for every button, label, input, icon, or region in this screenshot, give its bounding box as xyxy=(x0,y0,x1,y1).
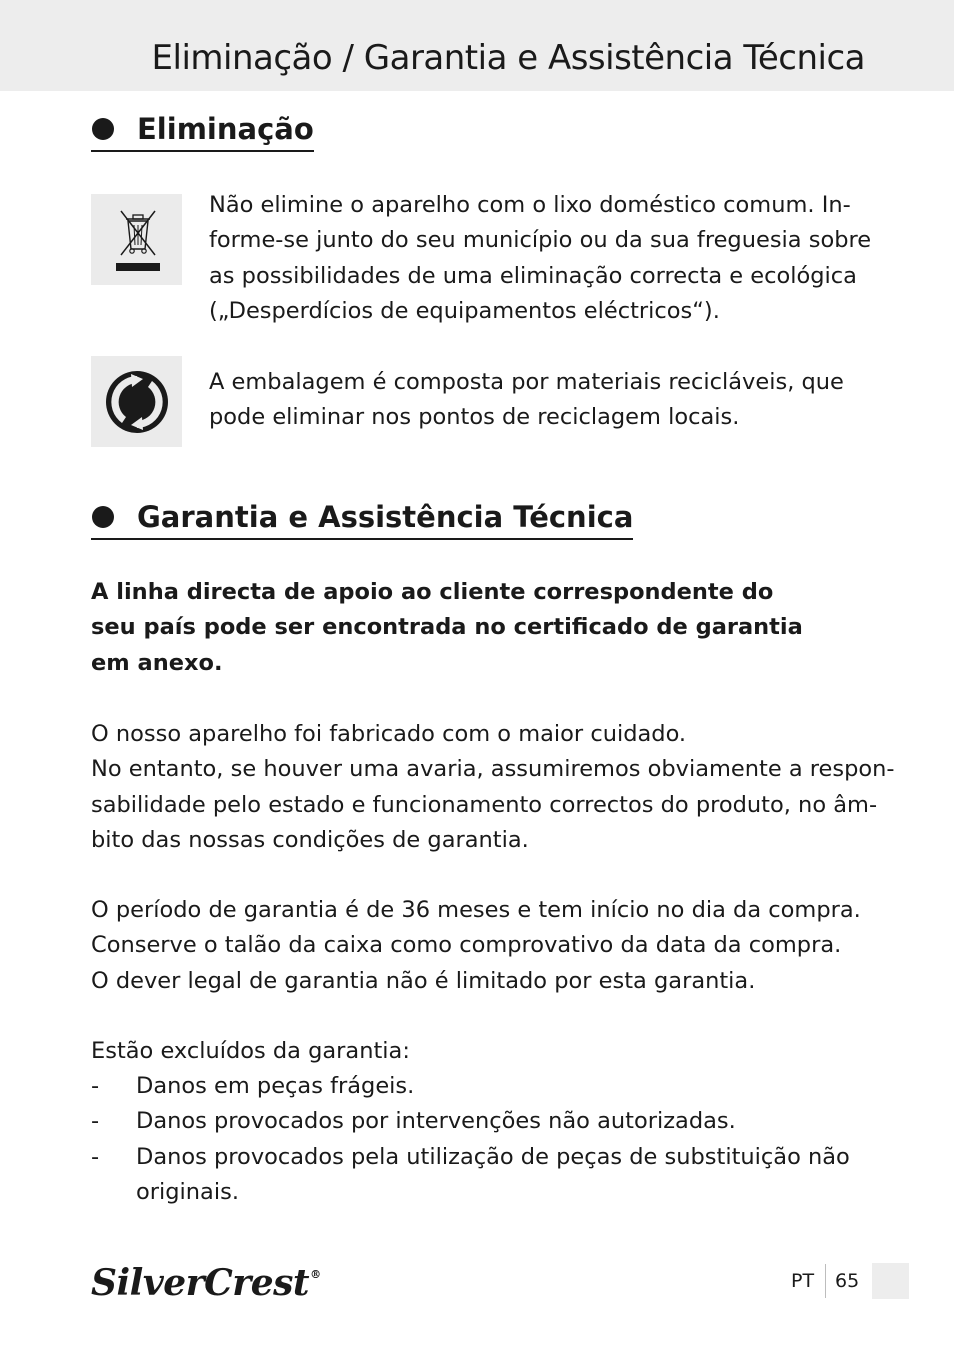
text-line: em anexo. xyxy=(91,649,223,676)
text-line: („Desperdícios de equipamentos eléctricos“). xyxy=(209,297,720,324)
footer-tab-marker xyxy=(872,1263,909,1299)
text-line: A embalagem é composta por materiais recicláveis, que xyxy=(209,369,844,395)
text-line: No entanto, se houver uma avaria, assumiremos obviamente a respon- xyxy=(91,756,895,783)
warranty-period-text xyxy=(91,893,861,999)
care-text xyxy=(91,717,895,858)
section-heading-warranty-text: Garantia e Assistência Técnica xyxy=(137,500,634,534)
text-line: seu país pode ser encontrada no certificado de garantia xyxy=(91,614,803,641)
text-line: Estão excluídos da garantia: xyxy=(91,1038,410,1064)
text-line: Conserve o talão da caixa como comprovativo da data da compra. xyxy=(91,932,842,959)
list-item-text: Danos provocados por intervenções não autorizadas. xyxy=(136,1108,736,1134)
text-line: sabilidade pelo estado e funcionamento correctos do produto, no âm- xyxy=(91,791,878,818)
green-dot-recycling-icon xyxy=(102,367,172,437)
section-heading-disposal-text: Eliminação xyxy=(137,112,314,146)
text-line: O dever legal de garantia não é limitado por esta garantia. xyxy=(91,967,756,994)
text-line: bito das nossas condições de garantia. xyxy=(91,826,529,853)
text-line: pode eliminar nos pontos de reciclagem locais. xyxy=(209,404,740,431)
list-dash: - xyxy=(91,1073,100,1099)
list-dash: - xyxy=(91,1144,100,1170)
text-line: O nosso aparelho foi fabricado com o maior cuidado. xyxy=(91,721,687,747)
crossed-out-bin-icon xyxy=(107,205,167,275)
text-line: A linha directa de apoio ao cliente correspondente do xyxy=(91,579,774,605)
list-item-text: Danos em peças frágeis. xyxy=(136,1073,415,1099)
hotline-text xyxy=(91,575,803,681)
text-line: as possibilidades de uma eliminação correcta e ecológica xyxy=(209,262,857,289)
text-line: forme-se junto do seu município ou da sua freguesia sobre xyxy=(209,227,872,254)
exclusions-intro xyxy=(91,1034,410,1069)
registered-mark: ® xyxy=(310,1268,321,1281)
brand-logo xyxy=(91,1262,321,1304)
bullet-icon xyxy=(92,506,114,528)
page-header-title: Eliminação / Garantia e Assistência Técnica xyxy=(151,38,865,78)
green-dot-icon-box xyxy=(91,356,182,447)
brand-logo-text: SilverCrest xyxy=(91,1262,310,1304)
language-code: PT xyxy=(791,1270,815,1292)
packaging-disposal-text xyxy=(209,365,844,436)
section-heading-disposal xyxy=(91,112,314,152)
header-band xyxy=(0,0,954,91)
text-line: O período de garantia é de 36 meses e tem início no dia da compra. xyxy=(91,897,861,923)
bullet-icon xyxy=(92,118,114,140)
footer-divider xyxy=(825,1264,826,1298)
weee-icon-box xyxy=(91,194,182,285)
page-number: 65 xyxy=(835,1270,860,1292)
text-line: Não elimine o aparelho com o lixo doméstico comum. In- xyxy=(209,192,851,218)
list-item-text: originais. xyxy=(136,1179,239,1206)
weee-disposal-text xyxy=(209,188,871,329)
list-item-text: Danos provocados pela utilização de peças de substituição não xyxy=(136,1144,850,1170)
list-dash: - xyxy=(91,1108,100,1134)
section-heading-warranty xyxy=(91,500,633,540)
